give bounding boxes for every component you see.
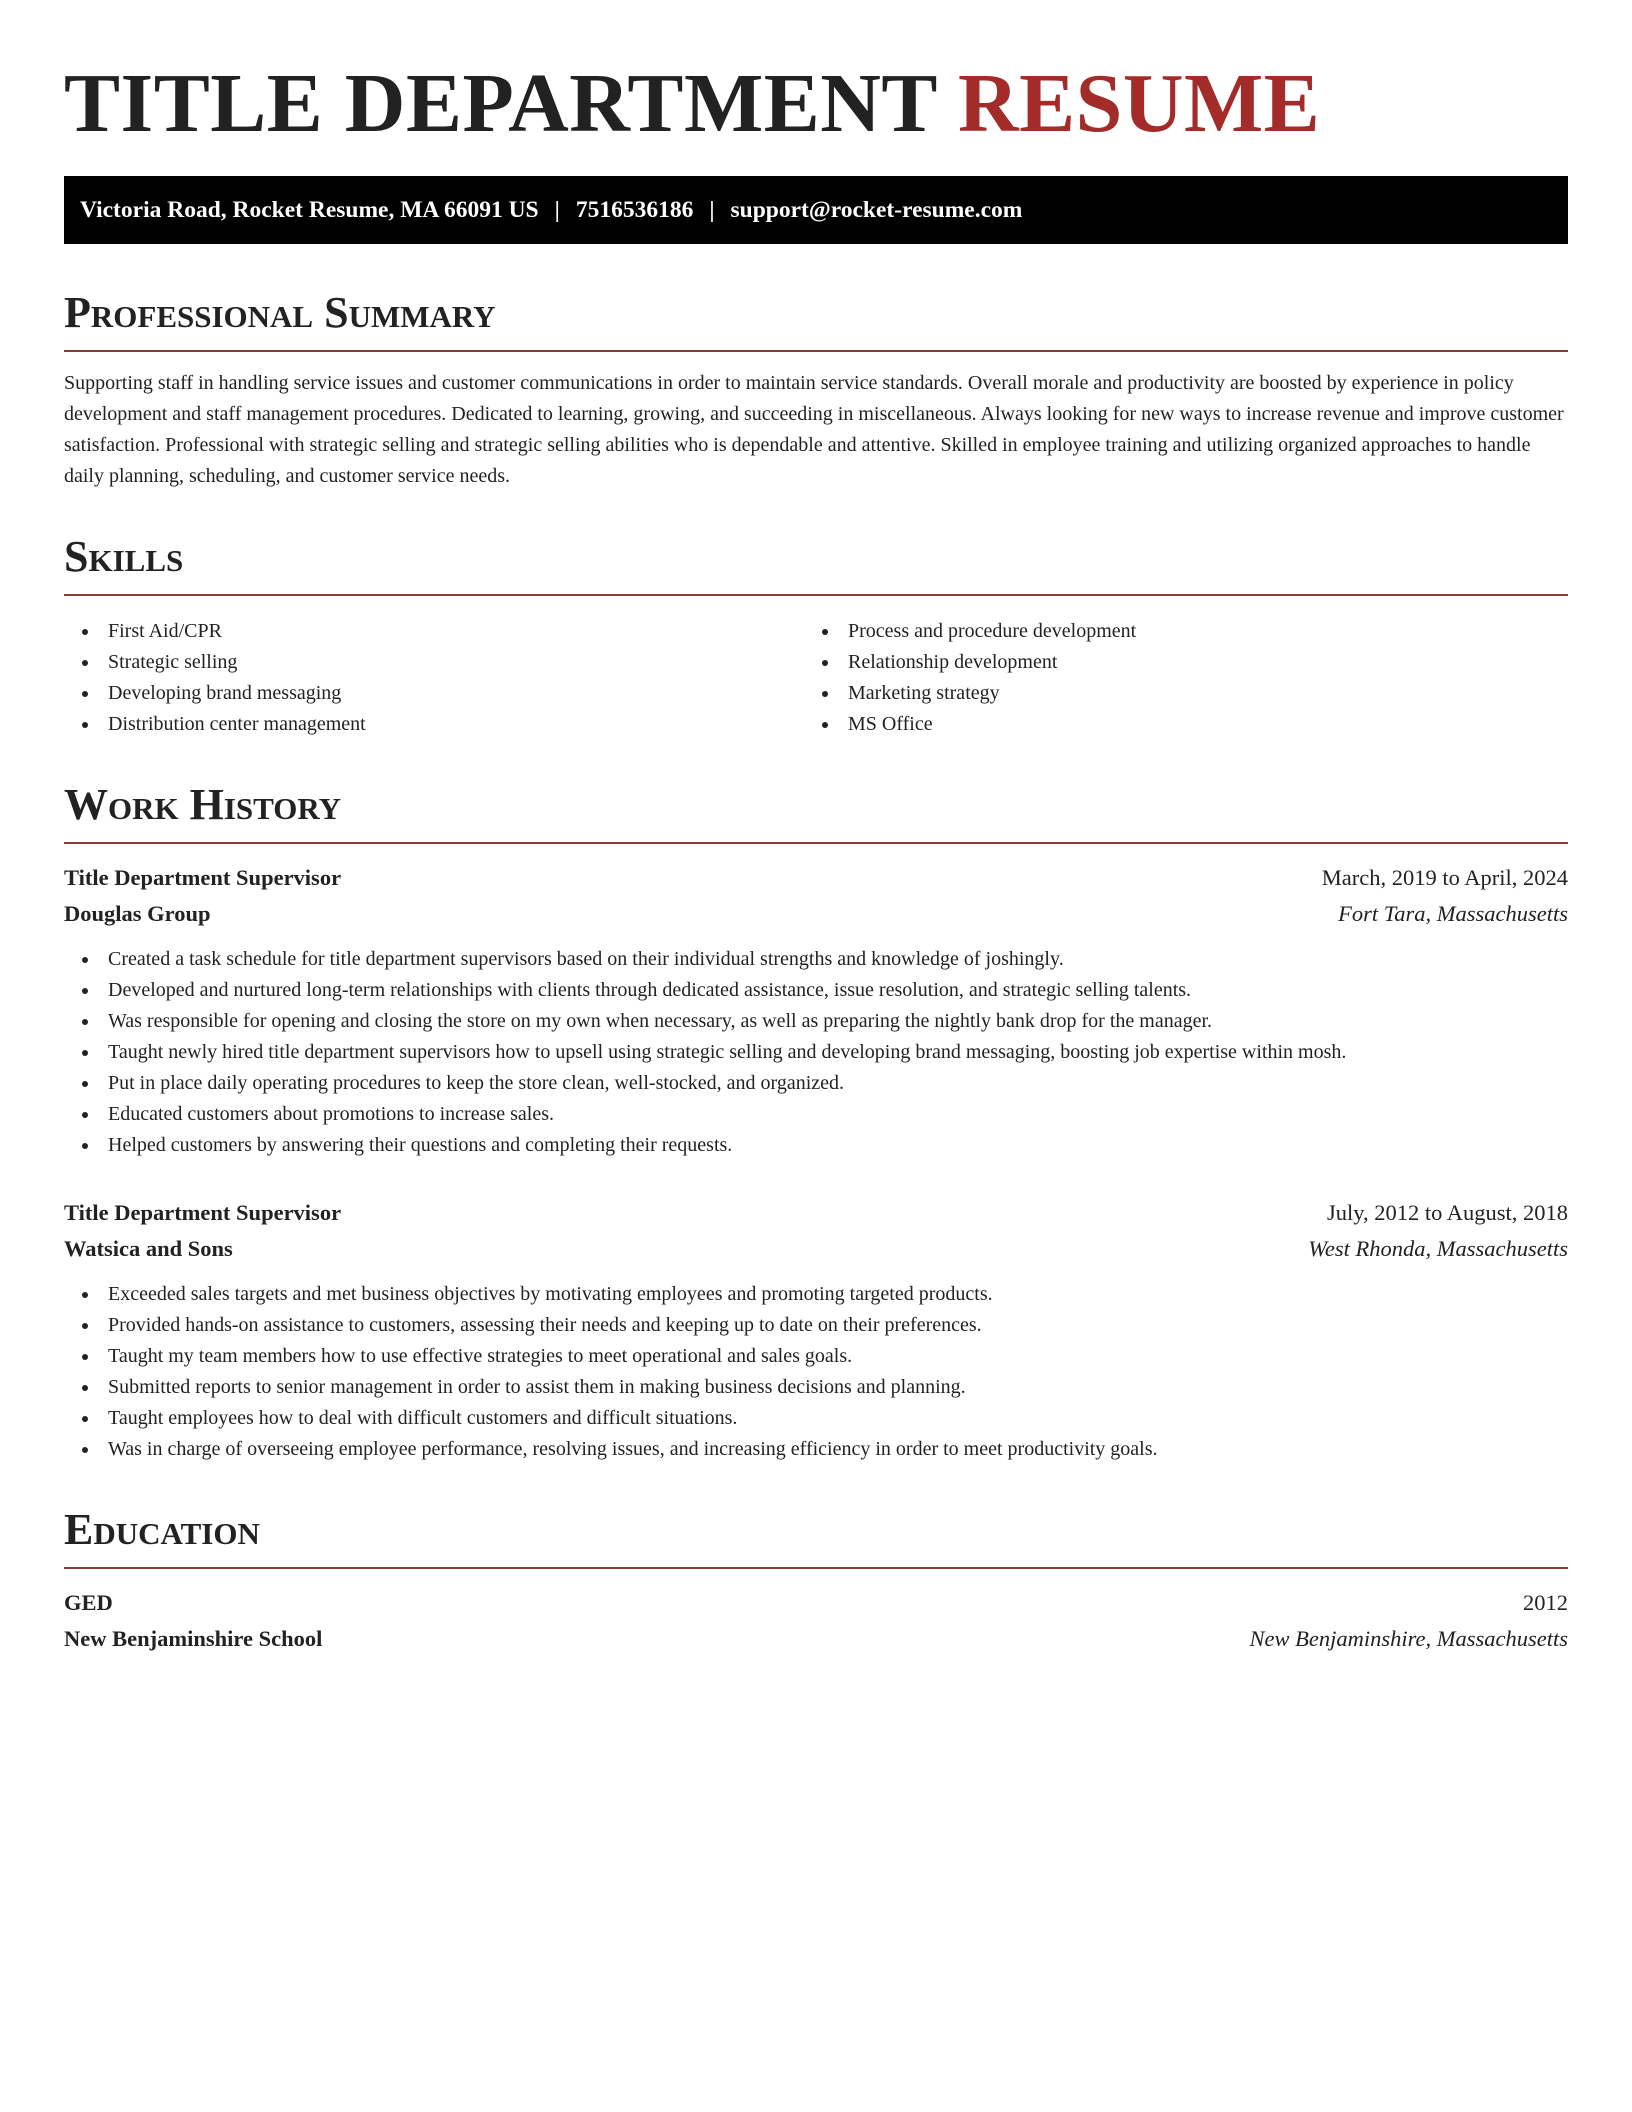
job-entry: [64, 860, 1568, 1161]
job-location: West Rhonda, Massachusetts: [1308, 1236, 1568, 1261]
education-year: 2012: [1523, 1590, 1568, 1615]
education-school-row: [64, 1621, 1568, 1657]
education-degree: GED: [64, 1590, 113, 1615]
job-bullet: Put in place daily operating procedures to keep the store clean, well-stocked, and organized.: [64, 1068, 1568, 1099]
job-company-row: [64, 1231, 1568, 1267]
skill-item: First Aid/CPR: [64, 616, 804, 647]
section-title-education: Education: [64, 1505, 1568, 1569]
section-title-skills: Skills: [64, 532, 1568, 596]
job-bullets: [64, 944, 1568, 1161]
job-header-row: [64, 1195, 1568, 1231]
skill-item: Distribution center management: [64, 709, 804, 740]
job-bullet: Taught employees how to deal with difficult customers and difficult situations.: [64, 1403, 1568, 1434]
job-bullet: Taught newly hired title department supervisors how to upsell using strategic selling and developing brand messaging, boosting job expertise within mosh.: [64, 1037, 1568, 1068]
name-main: TITLE DEPARTMENT: [64, 57, 937, 150]
job-bullet: Taught my team members how to use effective strategies to meet operational and sales goals.: [64, 1341, 1568, 1372]
job-bullets: [64, 1279, 1568, 1465]
contact-separator: |: [709, 196, 715, 223]
job-title: Title Department Supervisor: [64, 865, 342, 890]
resume-name: [64, 58, 1568, 150]
job-location: Fort Tara, Massachusetts: [1338, 901, 1568, 926]
skill-item: Strategic selling: [64, 647, 804, 678]
education-school: New Benjaminshire School: [64, 1626, 323, 1651]
job-bullet: Submitted reports to senior management in order to assist them in making business decisions and planning.: [64, 1372, 1568, 1403]
contact-phone: 7516536186: [575, 196, 694, 223]
contact-address: Victoria Road, Rocket Resume, MA 66091 US: [80, 196, 539, 223]
education-header-row: [64, 1585, 1568, 1621]
job-company: Douglas Group: [64, 901, 211, 926]
job-bullet: Developed and nurtured long-term relationships with clients through dedicated assistance, issue resolution, and strategic selling talents.: [64, 975, 1568, 1006]
skill-item: Relationship development: [804, 647, 1544, 678]
section-title-summary: Professional Summary: [64, 288, 1568, 352]
name-accent: RESUME: [957, 57, 1321, 150]
job-dates: March, 2019 to April, 2024: [1321, 865, 1568, 890]
contact-bar: [64, 176, 1568, 244]
skills-section: [64, 532, 1568, 740]
job-bullet: Exceeded sales targets and met business objectives by motivating employees and promoting targeted products.: [64, 1279, 1568, 1310]
section-title-work: Work History: [64, 780, 1568, 844]
education-section: [64, 1505, 1568, 1657]
job-company: Watsica and Sons: [64, 1236, 233, 1261]
job-bullet: Was responsible for opening and closing the store on my own when necessary, as well as preparing the nightly bank drop for the manager.: [64, 1006, 1568, 1037]
job-title: Title Department Supervisor: [64, 1200, 342, 1225]
contact-separator: |: [554, 196, 560, 223]
skill-item: MS Office: [804, 709, 1544, 740]
education-location: New Benjaminshire, Massachusetts: [1249, 1626, 1568, 1651]
education-entry: [64, 1585, 1568, 1657]
job-bullet: Provided hands-on assistance to customers, assessing their needs and keeping up to date on their preferences.: [64, 1310, 1568, 1341]
job-dates: July, 2012 to August, 2018: [1326, 1200, 1568, 1225]
job-company-row: [64, 896, 1568, 932]
job-bullet: Educated customers about promotions to increase sales.: [64, 1099, 1568, 1130]
resume-page: [64, 58, 1568, 1657]
job-entry: [64, 1195, 1568, 1465]
skills-grid: [64, 612, 1568, 740]
skill-item: Process and procedure development: [804, 616, 1544, 647]
skill-item: Marketing strategy: [804, 678, 1544, 709]
skills-list-left: [64, 616, 804, 740]
work-history-section: [64, 780, 1568, 1465]
skill-item: Developing brand messaging: [64, 678, 804, 709]
job-header-row: [64, 860, 1568, 896]
skills-list-right: [804, 616, 1544, 740]
job-bullet: Was in charge of overseeing employee performance, resolving issues, and increasing efficiency in order to meet productivity goals.: [64, 1434, 1568, 1465]
contact-email: support@rocket-resume.com: [730, 196, 1023, 223]
summary-section: [64, 288, 1568, 492]
job-bullet: Created a task schedule for title department supervisors based on their individual strengths and knowledge of joshingly.: [64, 944, 1568, 975]
summary-text: Supporting staff in handling service issues and customer communications in order to maintain service standards. Overall morale and productivity are boosted by experience in policy development and staff management procedures. Dedicated to learning, growing, and succeeding in miscellaneous. Always looking for new ways to increase revenue and improve customer satisfaction. Professional with strategic selling and strategic selling abilities who is dependable and attentive. Skilled in employee training and utilizing organized approaches to handle daily planning, scheduling, and customer service needs.: [64, 372, 1564, 487]
job-bullet: Helped customers by answering their questions and completing their requests.: [64, 1130, 1568, 1161]
